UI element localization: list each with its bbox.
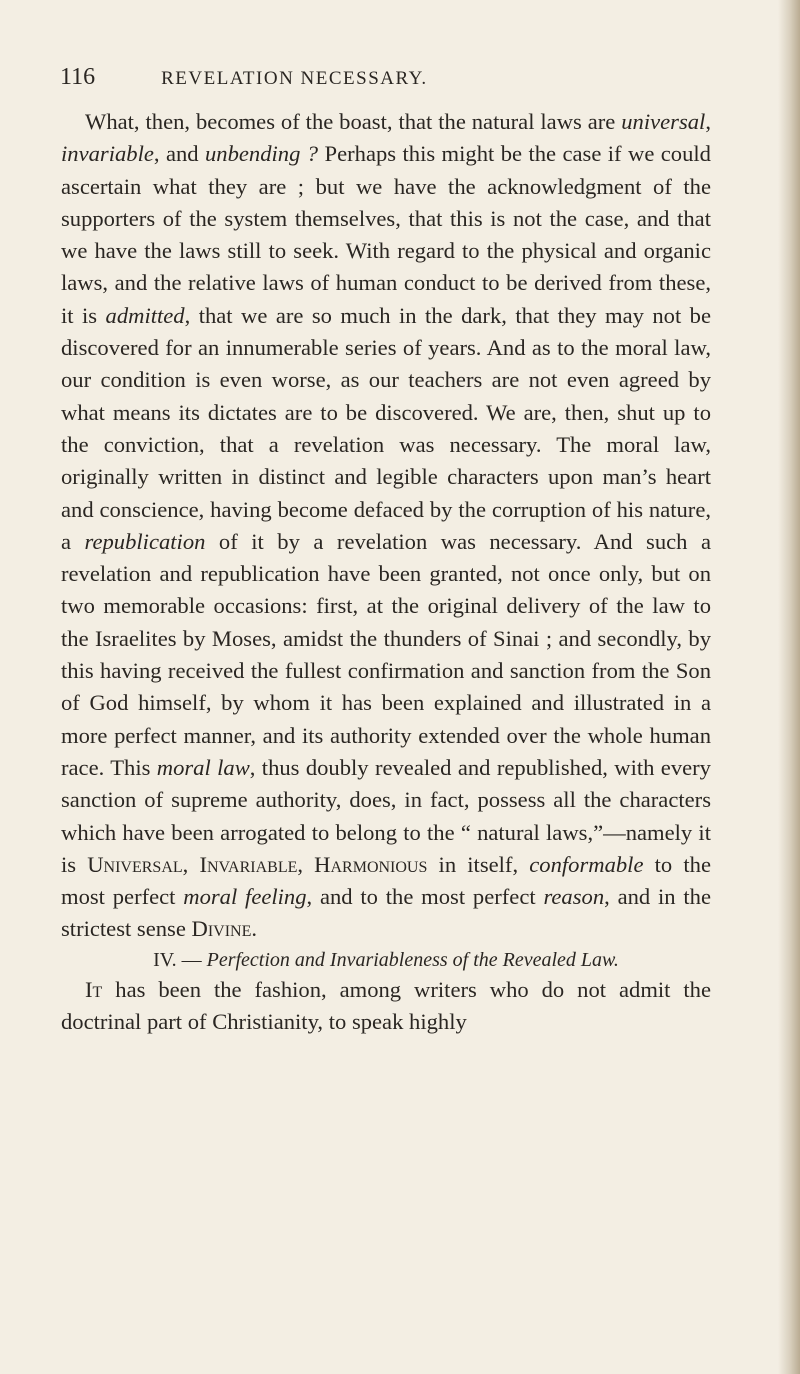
paragraph bbox=[61, 106, 711, 946]
text-run: in itself, bbox=[427, 851, 530, 877]
small-caps-run: Divine bbox=[191, 916, 252, 942]
page-header bbox=[60, 64, 720, 98]
italic-run: unbending ? bbox=[205, 141, 319, 167]
page-number: 116 bbox=[60, 64, 96, 90]
running-head: REVELATION NECESSARY. bbox=[161, 68, 428, 89]
section-title: Perfection and Invariableness of the Revealed Law. bbox=[206, 948, 619, 971]
text-run: has been the fashion, among writers who do not admit the doctrinal part of Christianity, to speak highly bbox=[61, 976, 711, 1035]
text-run: , that we are so much in the dark, that they may not be discovered for an innumerable series of years. And as to the moral law, our condition is even worse, as our teachers are not even agreed by what means its dictates are to be discovered. We are, then, shut up to the conviction, that a revelation was necessary. The moral law, originally written in distinct and legible characters upon man’s heart and conscience, having become defaced by the corruption of his nature, a bbox=[61, 302, 712, 554]
italic-run: conformable bbox=[529, 851, 644, 877]
text-run: , thus doubly revealed and republished, with every sanction of supreme authority, does, in fact, possess all the characters which have been arrogated to belong to the “ natural laws,”—namely it is bbox=[61, 754, 711, 877]
italic-run: admitted bbox=[105, 302, 185, 328]
text-run: . bbox=[251, 916, 258, 942]
page-edge-shadow bbox=[778, 0, 800, 1374]
italic-run: universal bbox=[621, 109, 706, 134]
text-run: of it by a revelation was necessary. And such a revelation and republication have been granted, not once only, but on two memorable occasions: first, at the original delivery of the law to the Israelites by Moses, amidst the thunders of Sinai ; and secondly, by this having received the fullest confirmation and sanction from the Son of God himself, by whom it has been explained and illustrated in a more perfect manner, and its authority extended over the whole human race. This bbox=[61, 528, 711, 780]
italic-run: republication bbox=[84, 528, 206, 554]
text-run: , and to the most perfect bbox=[306, 884, 544, 910]
italic-run: moral feeling bbox=[183, 884, 307, 910]
text-run: , and bbox=[153, 141, 205, 167]
text-run: , bbox=[705, 109, 711, 134]
paragraph bbox=[61, 974, 711, 1039]
text-run: , and in the strictest sense bbox=[61, 884, 711, 942]
text-run: What, then, becomes of the boast, that the natural laws are bbox=[85, 109, 622, 134]
lead-word: It bbox=[85, 976, 103, 1002]
text-run: to the most perfect bbox=[61, 851, 711, 910]
section-heading bbox=[61, 946, 711, 974]
italic-run: invariable bbox=[61, 141, 154, 167]
italic-run: reason bbox=[543, 884, 605, 910]
text-run: Perhaps this might be the case if we could ascertain what they are ; but we have the acknowledgment of the supporters of the system themselves, that this is not the case, and that we have the laws still to seek. With regard to the physical and organic laws, and the relative laws of human conduct to be derived from these, it is bbox=[61, 141, 711, 328]
small-caps-run: Universal, Invariable, Harmonious bbox=[87, 851, 428, 877]
section-number: IV. — bbox=[153, 948, 202, 971]
italic-run: moral law bbox=[156, 754, 250, 780]
page-body bbox=[61, 106, 711, 1038]
